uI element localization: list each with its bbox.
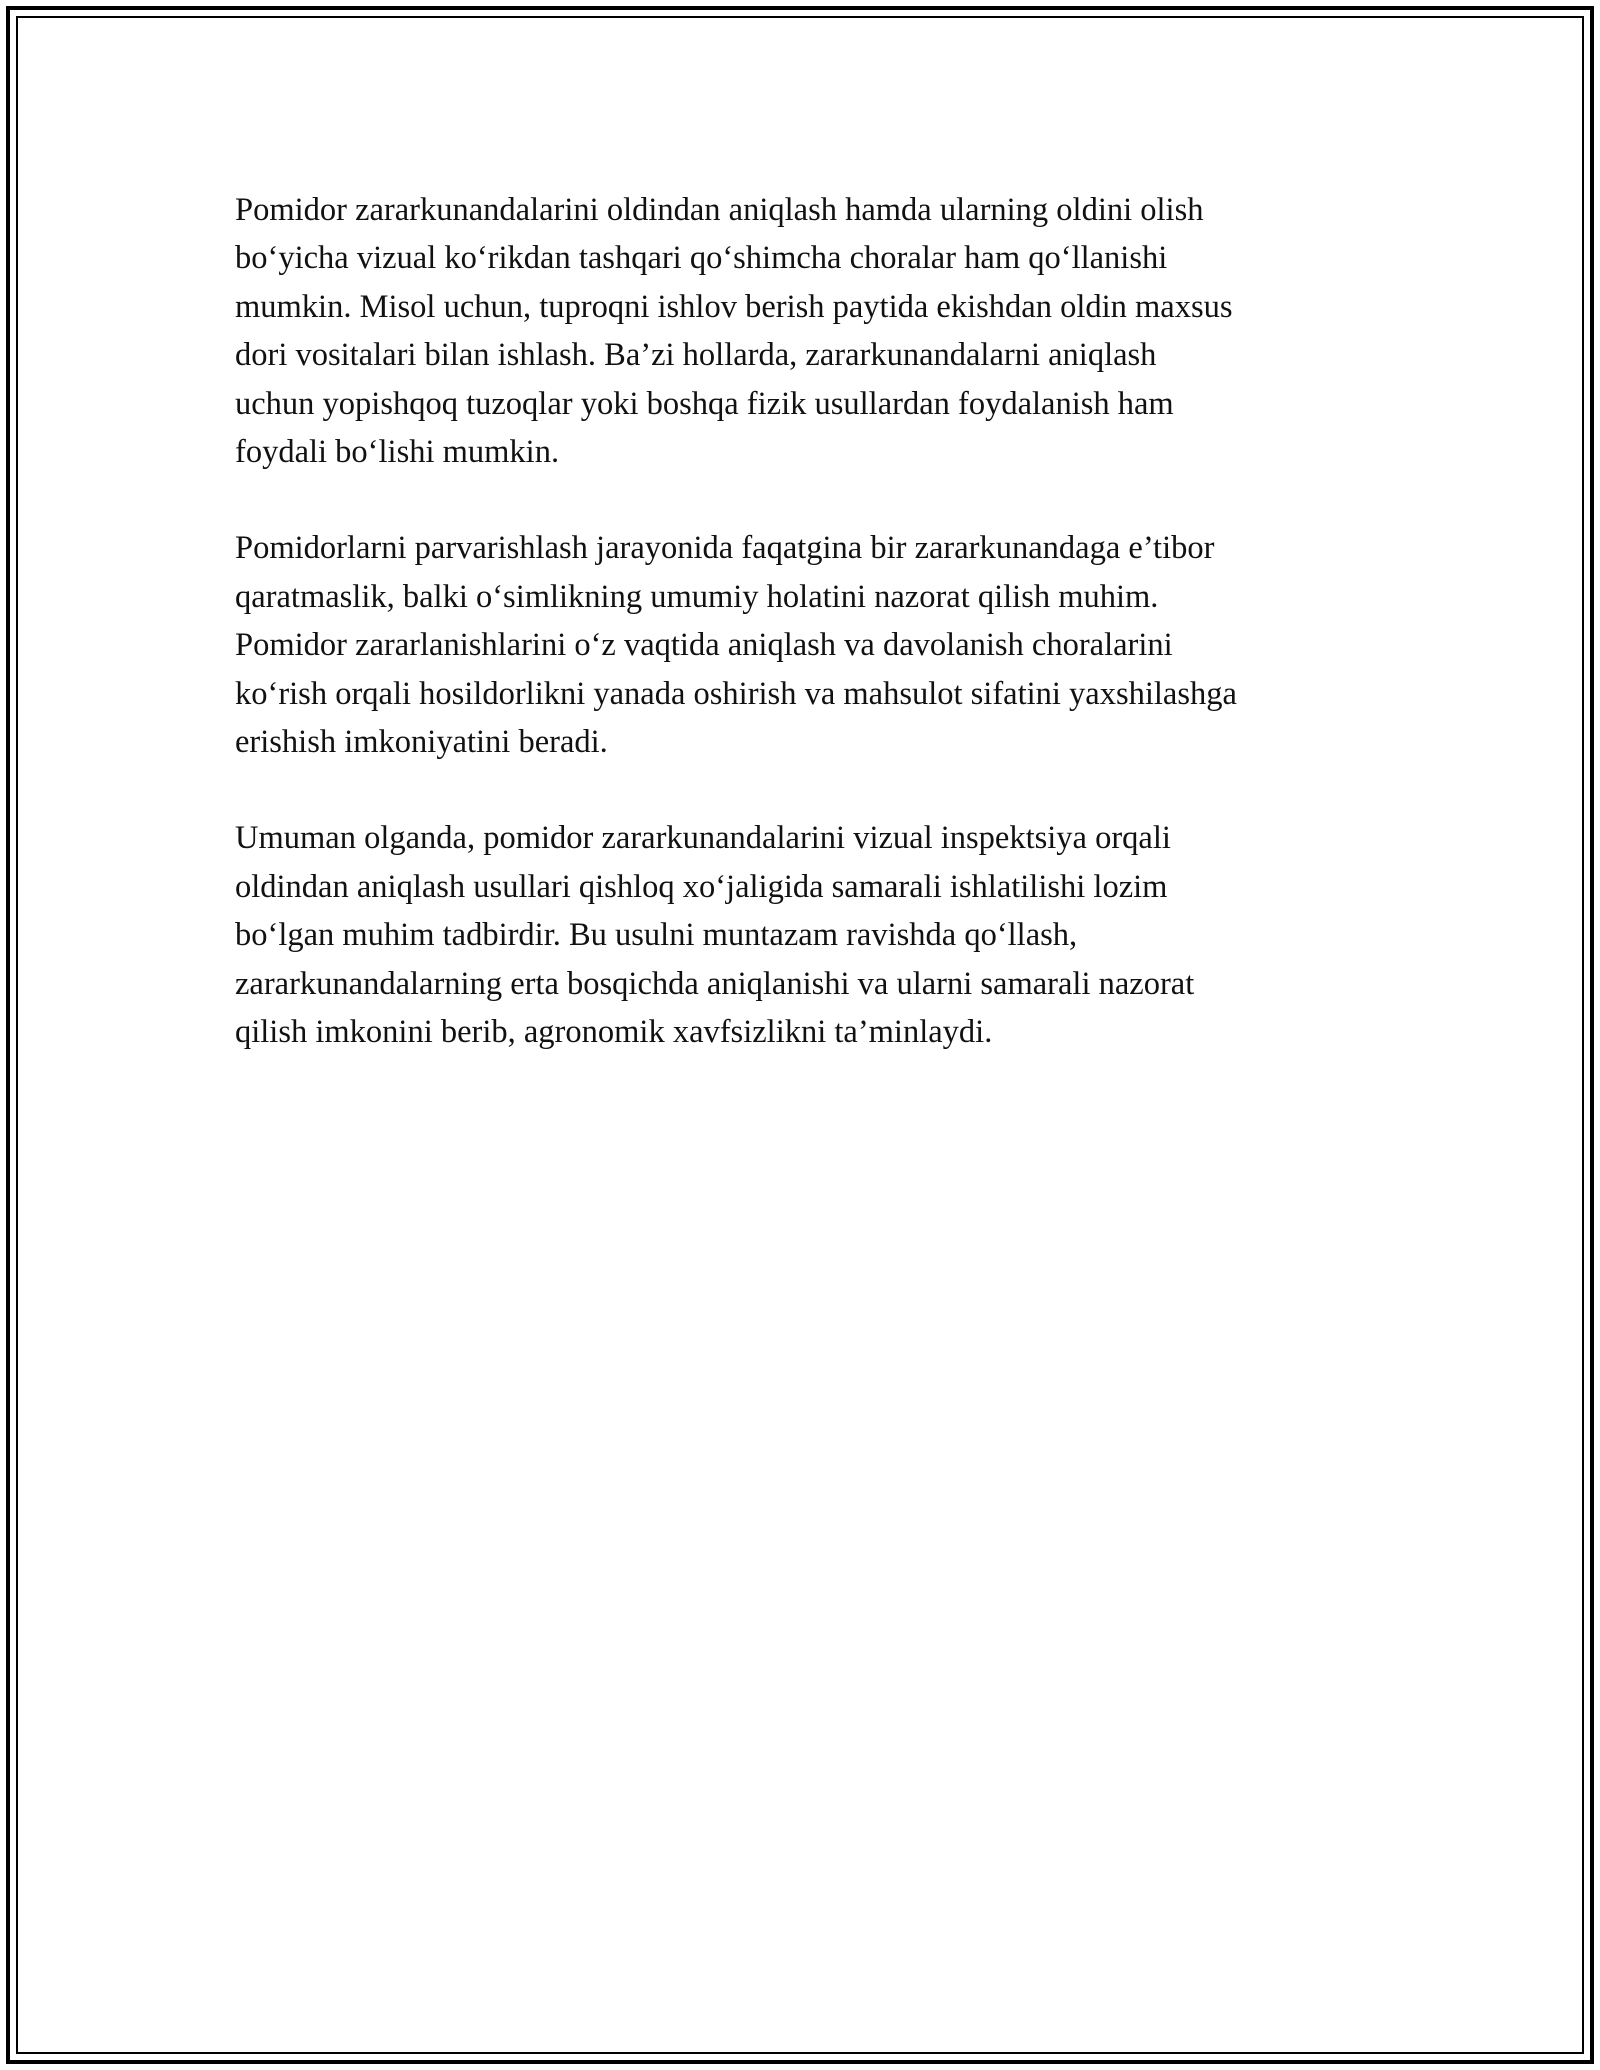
paragraph-3: Umuman olganda, pomidor zararkunandalarini vizual inspektsiya orqali oldindan aniqlash usullari qishloq xo‘jaligida samarali ishlatilishi lozim bo‘lgan muhim tadbirdir. Bu usulni muntazam ravishda qo‘llash, zararkunandalarning erta bosqichda aniqlanishi va ularni samarali nazorat qilish imkonini berib, agronomik xavfsizlikni ta’minlaydi. (235, 820, 1195, 1051)
document-body (235, 186, 1375, 1105)
paragraph-1: Pomidor zararkunandalarini oldindan aniqlash hamda ularning oldini olish bo‘yicha vizual ko‘rikdan tashqari qo‘shimcha choralar ham qo‘llanishi mumkin. Misol uchun, tuproqni ishlov berish paytida ekishdan oldin maxsus dori vositalari bilan ishlash. Ba’zi hollarda, zararkunandalarni aniqlash uchun yopishqoq tuzoqlar yoki boshqa fizik usullardan foydalanish ham foydali bo‘lishi mumkin. (235, 192, 1233, 471)
paragraph-2: Pomidorlarni parvarishlash jarayonida faqatgina bir zararkunandaga e’tibor qaratmaslik, balki o‘simlikning umumiy holatini nazorat qilish muhim. Pomidor zararlanishlarini o‘z vaqtida aniqlash va davolanish choralarini ko‘rish orqali hosildorlikni yanada oshirish va mahsulot sifatini yaxshilashga erishish imkoniyatini beradi. (235, 530, 1237, 761)
